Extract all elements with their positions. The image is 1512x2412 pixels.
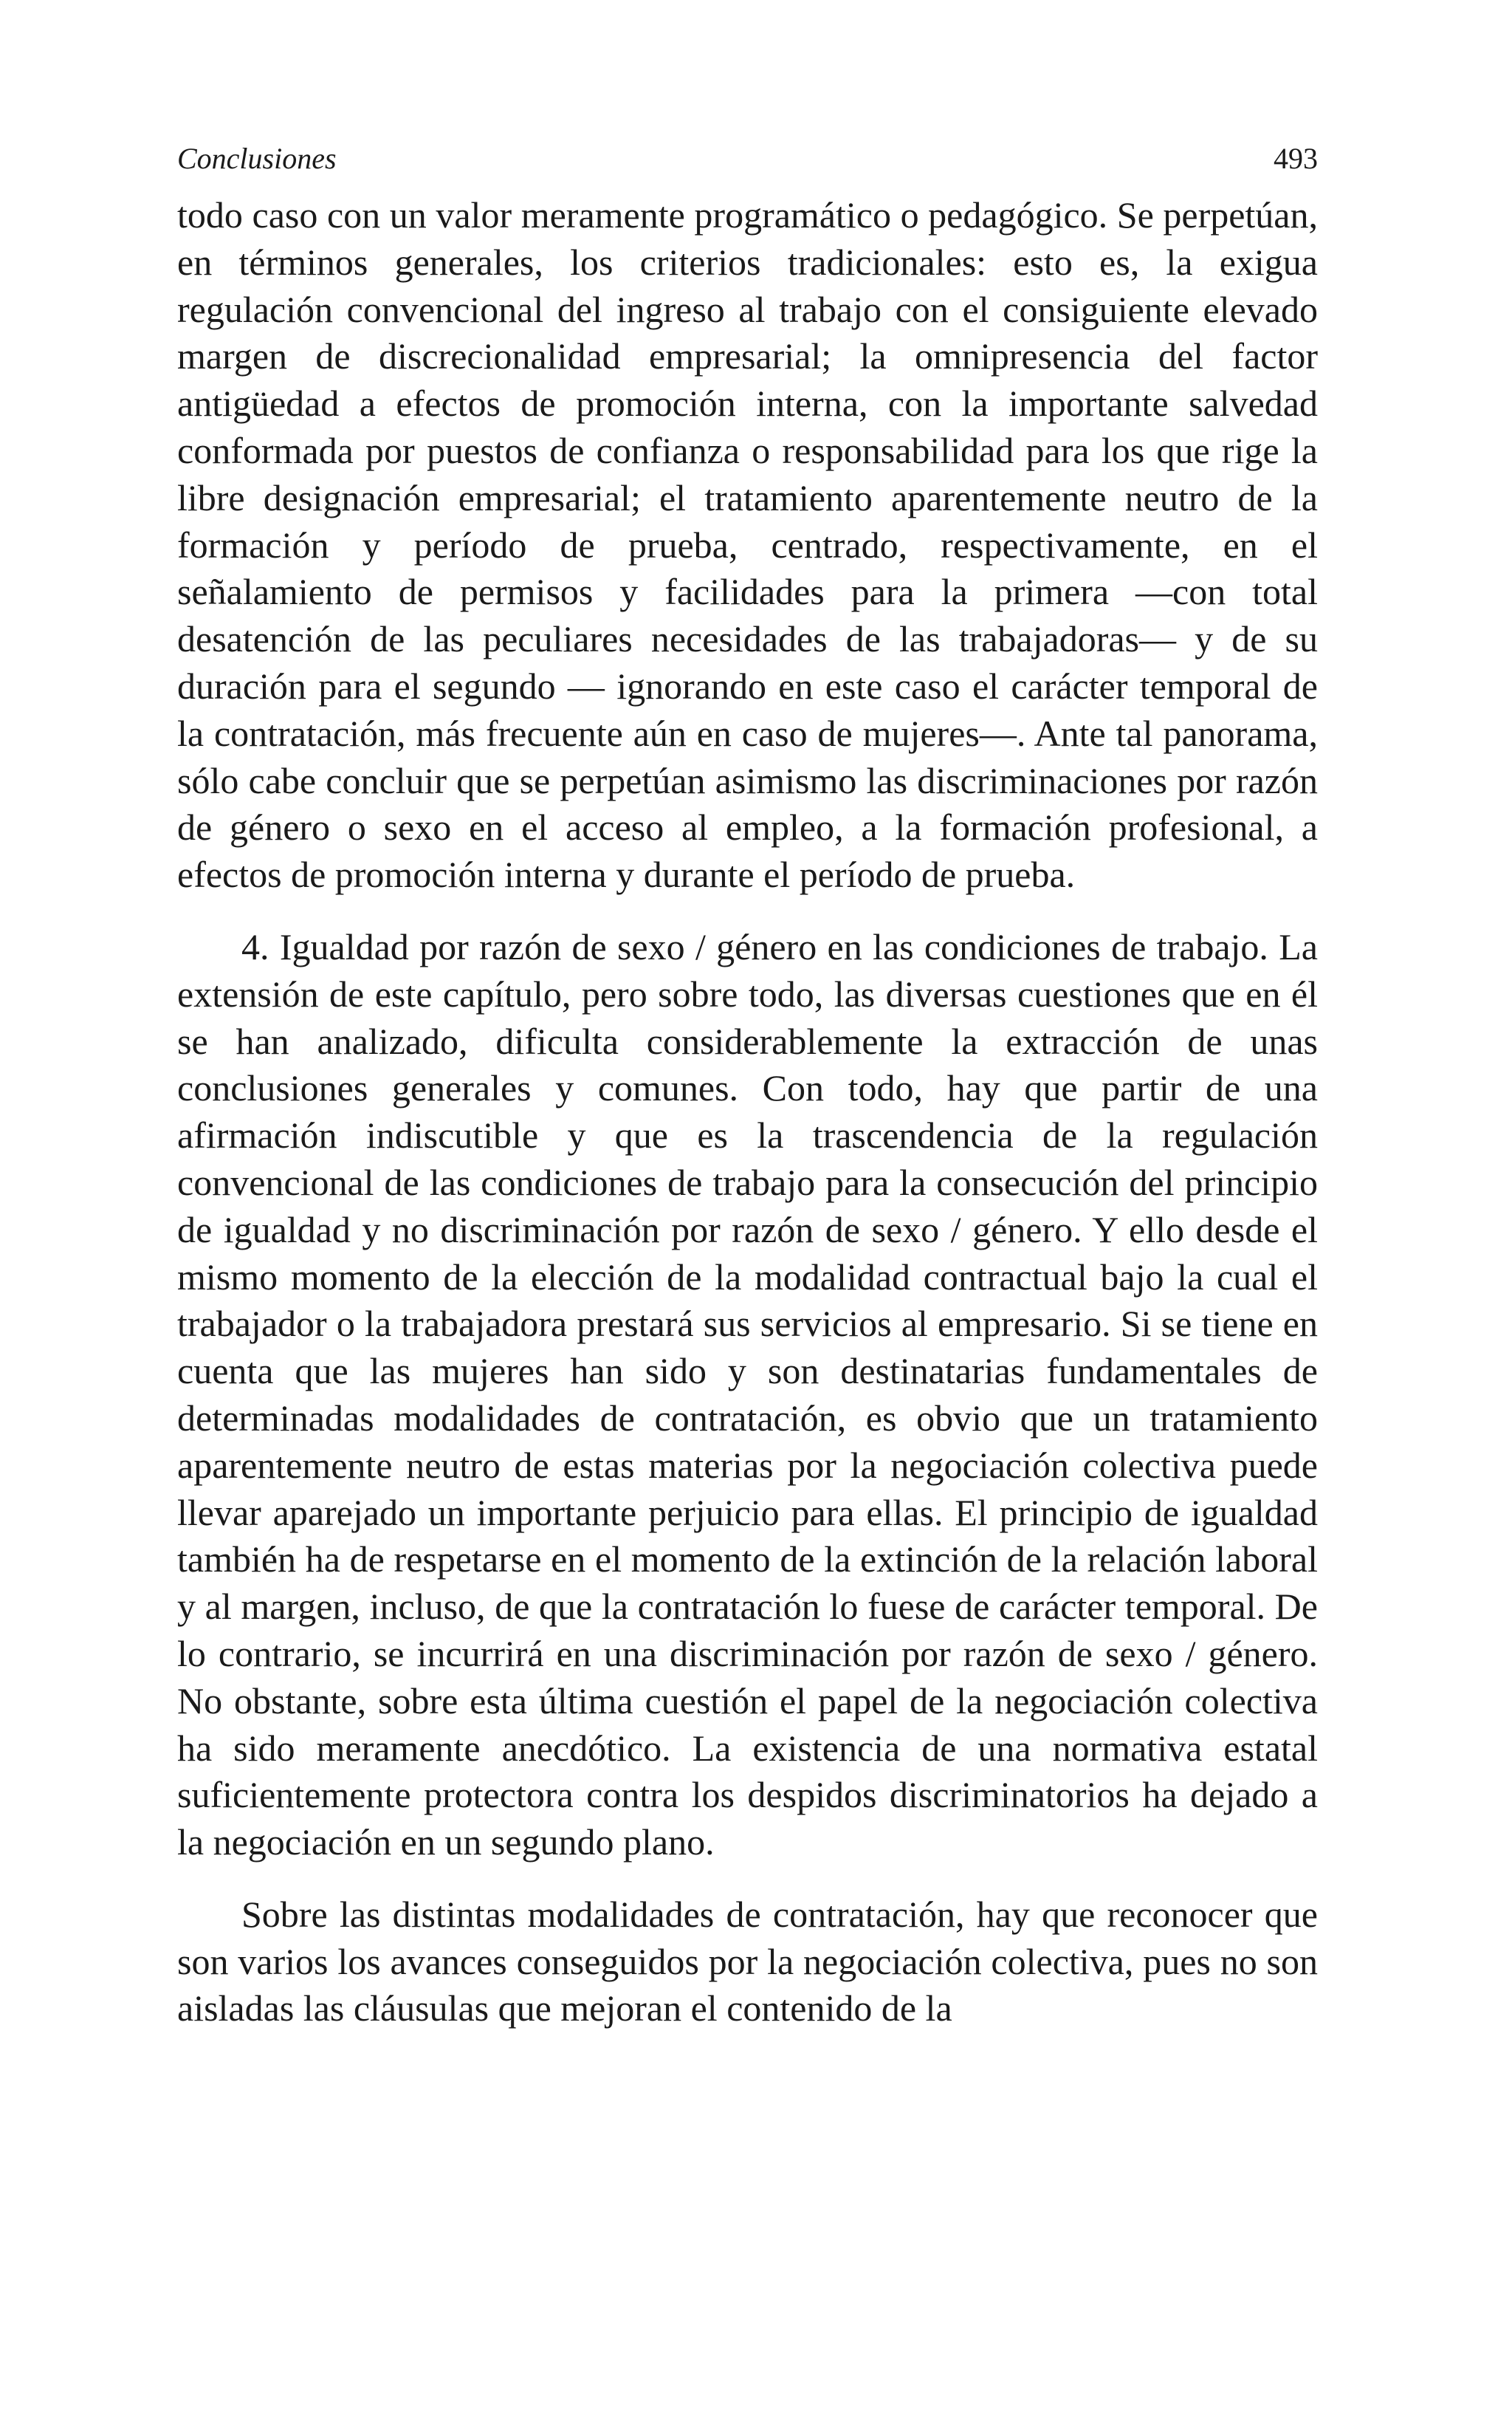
running-header: [177, 133, 1318, 185]
section-title: Conclusiones: [177, 142, 337, 175]
paragraph-continuation: todo caso con un valor meramente programático o pedagógico. Se perpetúan, en términos generales, los criterios tradicionales: esto es, la exigua regulación convencional del ingreso al trabajo con el consiguiente elevado margen de discrecionalidad empresarial; la omnipresencia del factor antigüedad a efectos de promoción interna, con la importante salvedad conformada por puestos de confianza o responsabilidad para los que rige la libre designación empresarial; el tratamiento aparentemente neutro de la formación y período de prueba, centrado, respectivamente, en el señalamiento de permisos y facilidades para la primera —con total desatención de las peculiares necesidades de las trabajadoras— y de su duración para el segundo — ignorando en este caso el carácter temporal de la contratación, más frecuente aún en caso de mujeres—. Ante tal panorama, sólo cabe concluir que se perpetúan asimismo las discriminaciones por razón de género o sexo en el acceso al empleo, a la formación profesional, a efectos de promoción interna y durante el período de prueba.: [177, 194, 1318, 896]
book-page: [177, 133, 1318, 2032]
paragraph-contract-modalities: Sobre las distintas modalidades de contratación, hay que reconocer que son varios los avances conseguidos por la negociación colectiva, pues no son aisladas las cláusulas que mejoran el contenido de la: [177, 1893, 1318, 2029]
page-number: 493: [1274, 142, 1318, 175]
paragraph-section-4: 4. Igualdad por razón de sexo / género en las condiciones de trabajo. La extensión de este capítulo, pero sobre todo, las diversas cuestiones que en él se han analizado, dificulta considerablemente la extracción de unas conclusiones generales y comunes. Con todo, hay que partir de una afirmación indiscutible y que es la trascendencia de la regulación convencional de las condiciones de trabajo para la consecución del principio de igualdad y no discriminación por razón de sexo / género. Y ello desde el mismo momento de la elección de la modalidad contractual bajo la cual el trabajador o la trabajadora prestará sus servicios al empresario. Si se tiene en cuenta que las mujeres han sido y son destinatarias fundamentales de determinadas modalidades de contratación, es obvio que un tratamiento aparentemente neutro de estas materias por la negociación colectiva puede llevar aparejado un importante perjuicio para ellas. El principio de igualdad también ha de respetarse en el momento de la extinción de la relación laboral y al margen, incluso, de que la contratación lo fuese de carácter temporal. De lo contrario, se incurrirá en una discriminación por razón de sexo / género. No obstante, sobre esta última cuestión el papel de la negociación colectiva ha sido meramente anecdótico. La existencia de una normativa estatal suficientemente protectora contra los despidos discriminatorios ha dejado a la negociación en un segundo plano.: [177, 925, 1318, 1863]
body-text: [177, 192, 1318, 2032]
